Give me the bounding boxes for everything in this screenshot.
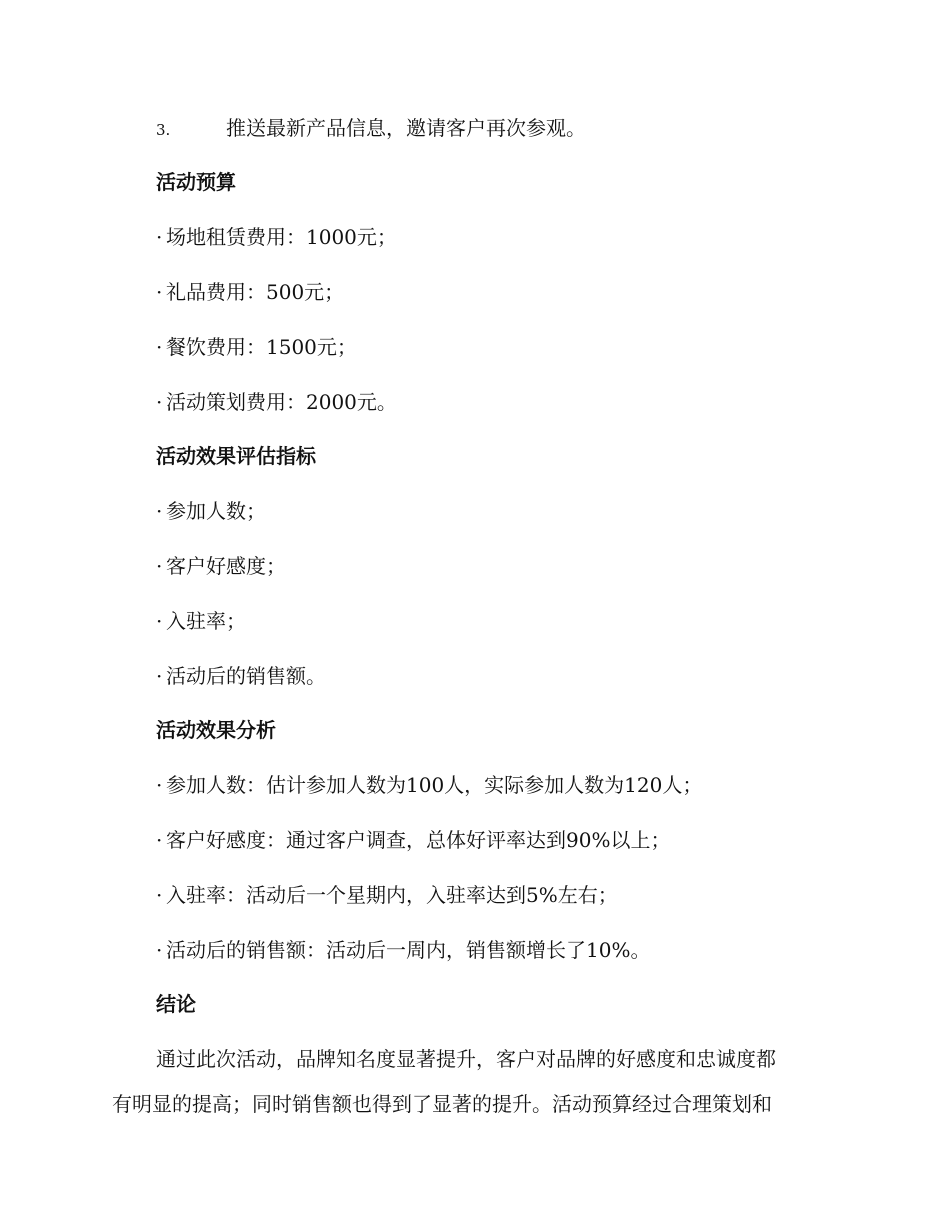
- analysis-heading: 活动效果分析: [156, 718, 276, 742]
- bullet-icon: ·: [156, 554, 163, 578]
- indicator-item-text: 活动后的销售额。: [166, 664, 326, 688]
- conclusion-paragraph-line: 有明显的提高；同时销售额也得到了显著的提升。活动预算经过合理策划和: [112, 1092, 772, 1116]
- analysis-item: [156, 881, 618, 909]
- budget-item: [156, 223, 397, 251]
- analysis-item: [156, 771, 702, 799]
- item-text: 推送最新产品信息，邀请客户再次参观。: [226, 116, 586, 140]
- analysis-item: [156, 936, 650, 964]
- budget-item-text: 活动策划费用：2000元。: [166, 390, 397, 414]
- budget-item-text: 场地租赁费用：1000元；: [166, 225, 397, 249]
- numbered-item-3: [156, 114, 586, 144]
- analysis-item-text: 活动后的销售额：活动后一周内，销售额增长了10%。: [166, 938, 651, 962]
- bullet-icon: ·: [156, 225, 163, 249]
- analysis-item: [156, 826, 670, 854]
- bullet-icon: ·: [156, 664, 163, 688]
- conclusion-heading: 结论: [156, 992, 196, 1016]
- budget-item-text: 礼品费用：500元；: [166, 280, 345, 304]
- bullet-icon: ·: [156, 280, 163, 304]
- bullet-icon: ·: [156, 335, 163, 359]
- indicator-item-text: 客户好感度；: [166, 554, 286, 578]
- budget-item: [156, 388, 397, 416]
- indicator-item: [156, 497, 266, 525]
- indicator-item: [156, 552, 286, 580]
- indicator-item: [156, 607, 246, 635]
- analysis-item-text: 客户好感度：通过客户调查，总体好评率达到90%以上；: [166, 828, 671, 852]
- indicators-heading: 活动效果评估指标: [156, 444, 316, 468]
- budget-item: [156, 333, 357, 361]
- analysis-item-text: 入驻率：活动后一个星期内，入驻率达到5%左右；: [166, 883, 618, 907]
- bullet-icon: ·: [156, 390, 163, 414]
- budget-heading: 活动预算: [156, 170, 236, 194]
- item-number: 3.: [156, 121, 171, 139]
- indicator-item-text: 入驻率；: [166, 609, 246, 633]
- bullet-icon: ·: [156, 773, 163, 797]
- bullet-icon: ·: [156, 499, 163, 523]
- conclusion-paragraph-line: 通过此次活动，品牌知名度显著提升，客户对品牌的好感度和忠诚度都: [156, 1047, 776, 1071]
- indicator-item: [156, 662, 326, 690]
- bullet-icon: ·: [156, 609, 163, 633]
- bullet-icon: ·: [156, 938, 163, 962]
- indicator-item-text: 参加人数；: [166, 499, 266, 523]
- analysis-item-text: 参加人数：估计参加人数为100人，实际参加人数为120人；: [166, 773, 703, 797]
- bullet-icon: ·: [156, 883, 163, 907]
- bullet-icon: ·: [156, 828, 163, 852]
- budget-item-text: 餐饮费用：1500元；: [166, 335, 357, 359]
- budget-item: [156, 278, 344, 306]
